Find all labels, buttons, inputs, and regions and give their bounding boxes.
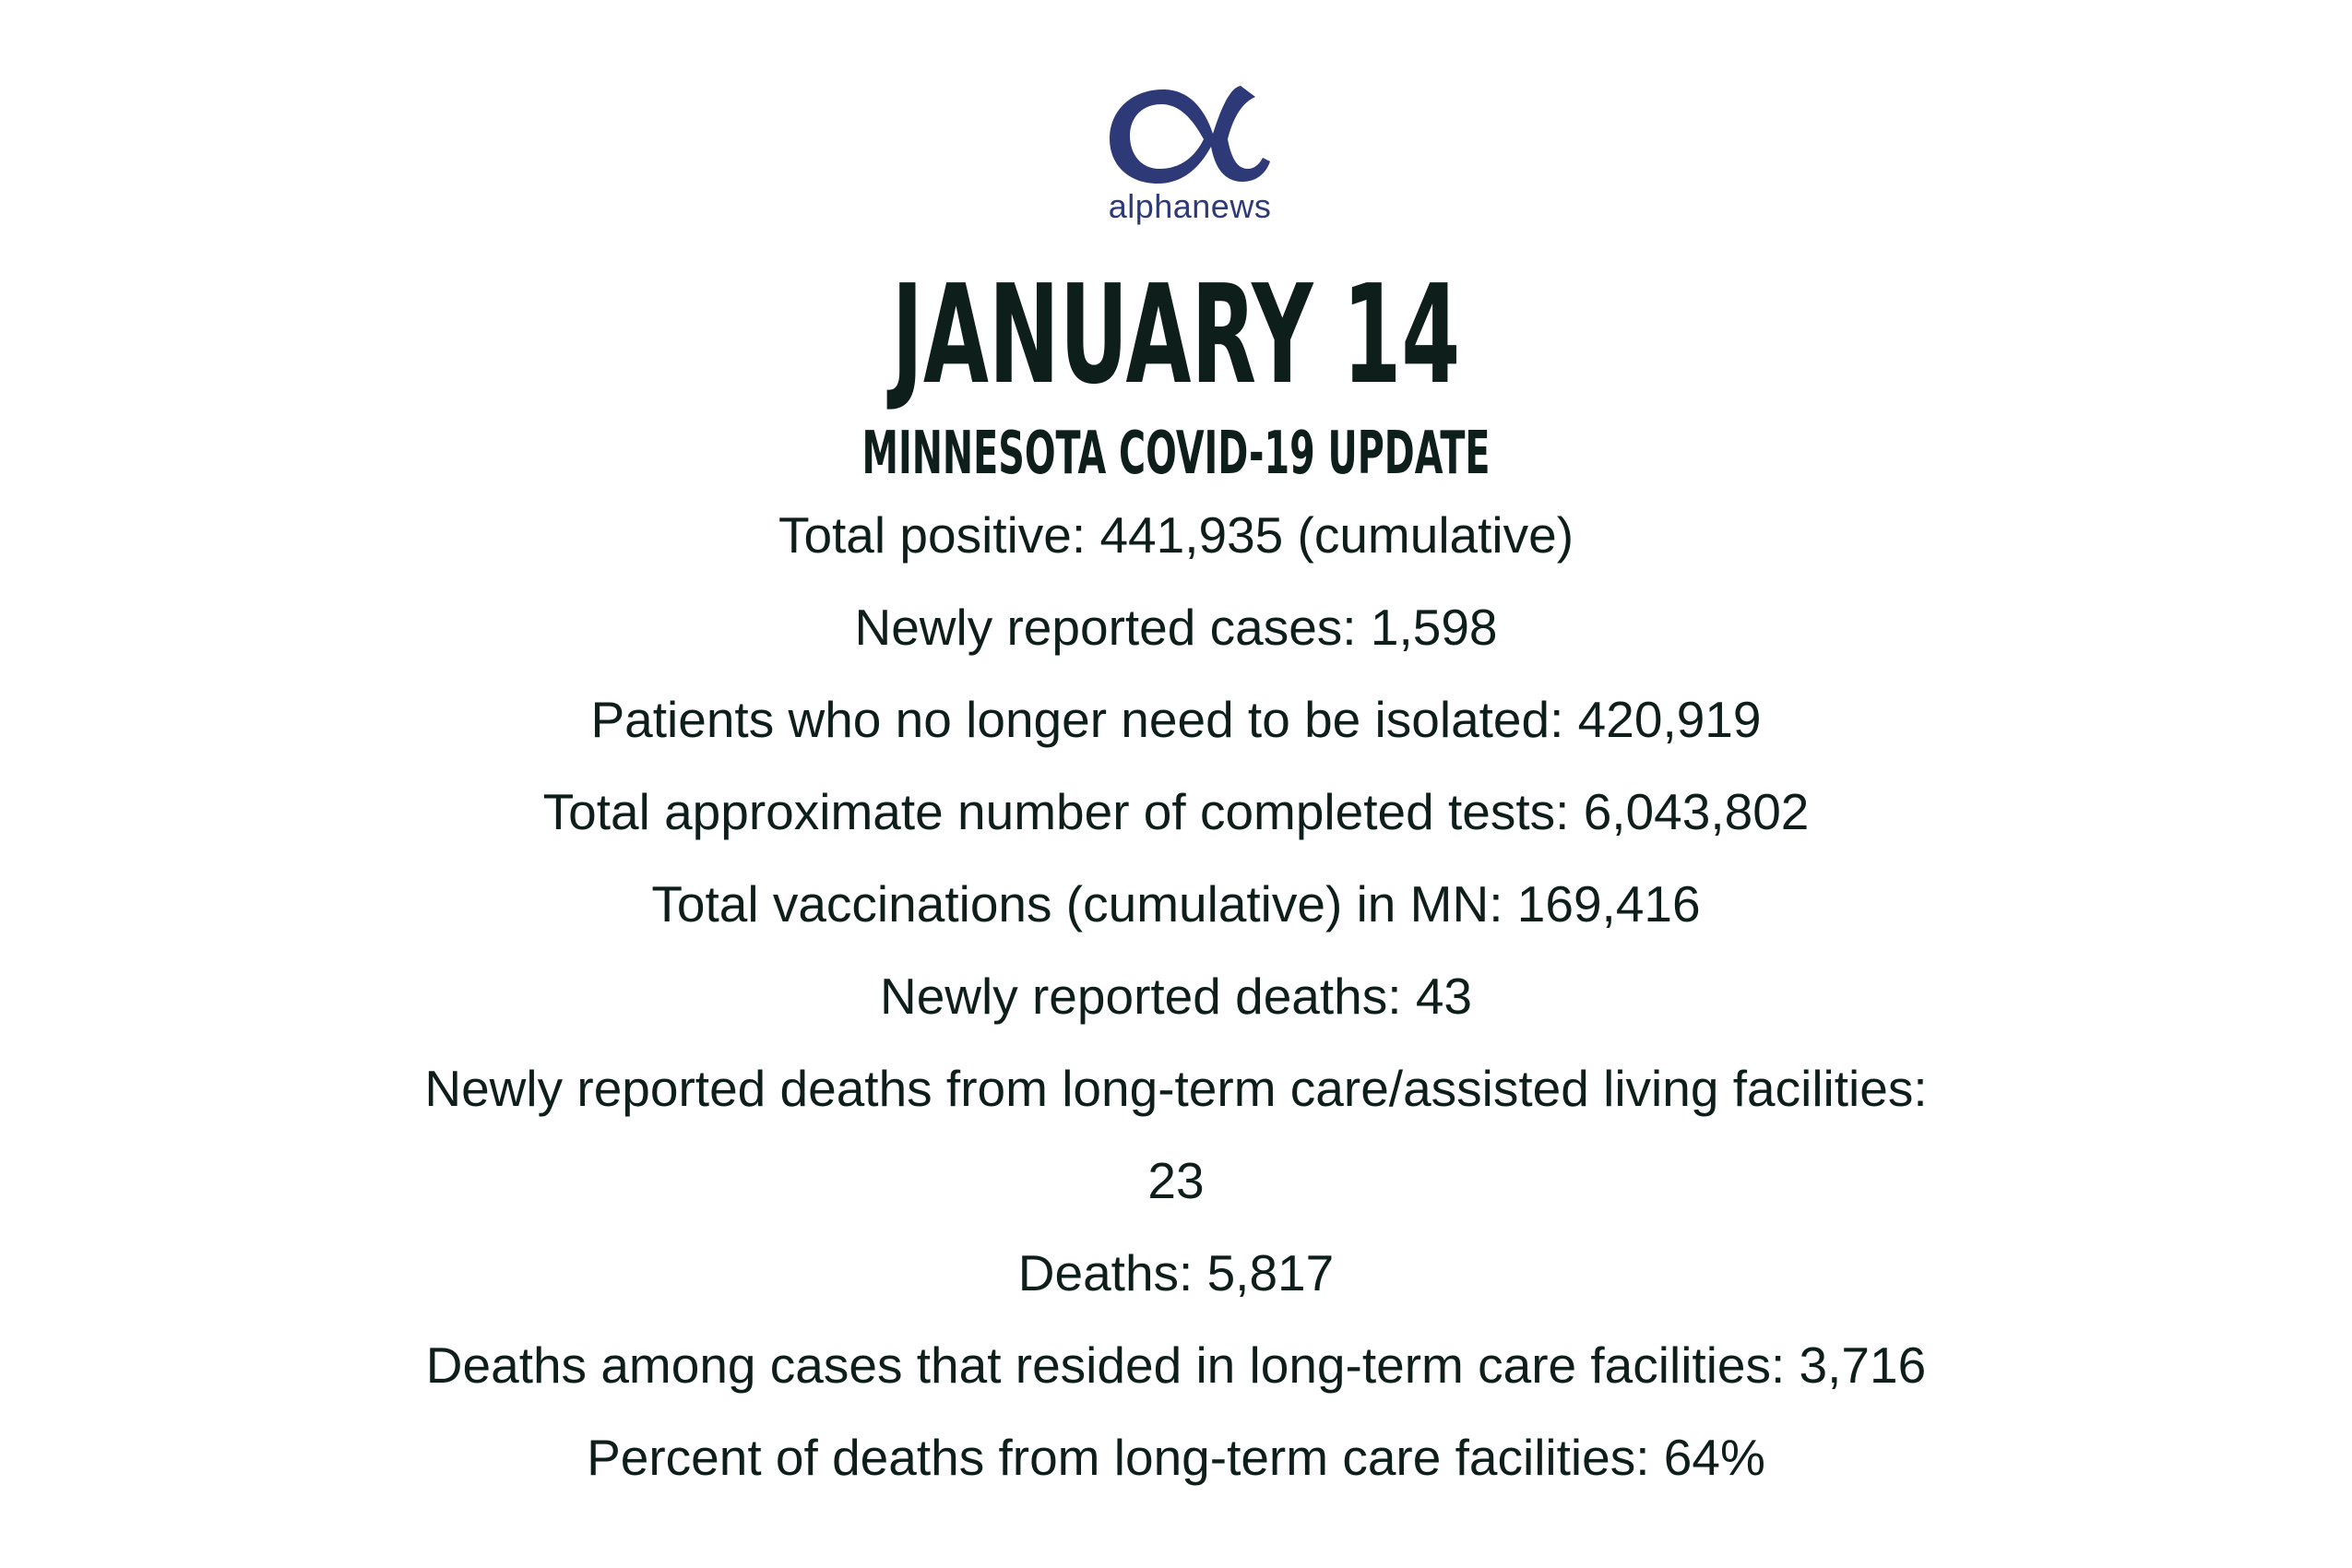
stat-ltc-percent: Percent of deaths from long-term care facilities: 64% <box>587 1429 1765 1486</box>
stat-total-deaths: Deaths: 5,817 <box>1017 1244 1335 1301</box>
alphanews-logo <box>1102 69 1277 226</box>
stat-new-deaths: Newly reported deaths: 43 <box>879 968 1473 1025</box>
page-title: JANUARY 14 <box>891 255 1461 414</box>
logo-wordmark: alphanews <box>1108 187 1272 225</box>
stat-total-vaccinations: Total vaccinations (cumulative) in MN: 169,416 <box>651 875 1701 932</box>
stat-ltc-new-deaths-label: Newly reported deaths from long-term care/assisted living facilities: <box>424 1060 1928 1117</box>
stats-list <box>0 505 2352 1520</box>
stat-ltc-new-deaths-value: 23 <box>1147 1152 1205 1209</box>
stat-completed-tests: Total approximate number of completed tests: 6,043,802 <box>542 783 1810 840</box>
stat-new-cases: Newly reported cases: 1,598 <box>854 599 1498 656</box>
alpha-logo-icon <box>1102 69 1277 189</box>
page-subtitle: MINNESOTA COVID-19 UPDATE <box>861 420 1491 488</box>
stat-total-positive: Total positive: 441,935 (cumulative) <box>778 506 1574 564</box>
stat-ltc-deaths: Deaths among cases that resided in long-term care facilities: 3,716 <box>425 1336 1927 1394</box>
stat-no-longer-isolated: Patients who no longer need to be isolated: 420,919 <box>590 691 1762 748</box>
